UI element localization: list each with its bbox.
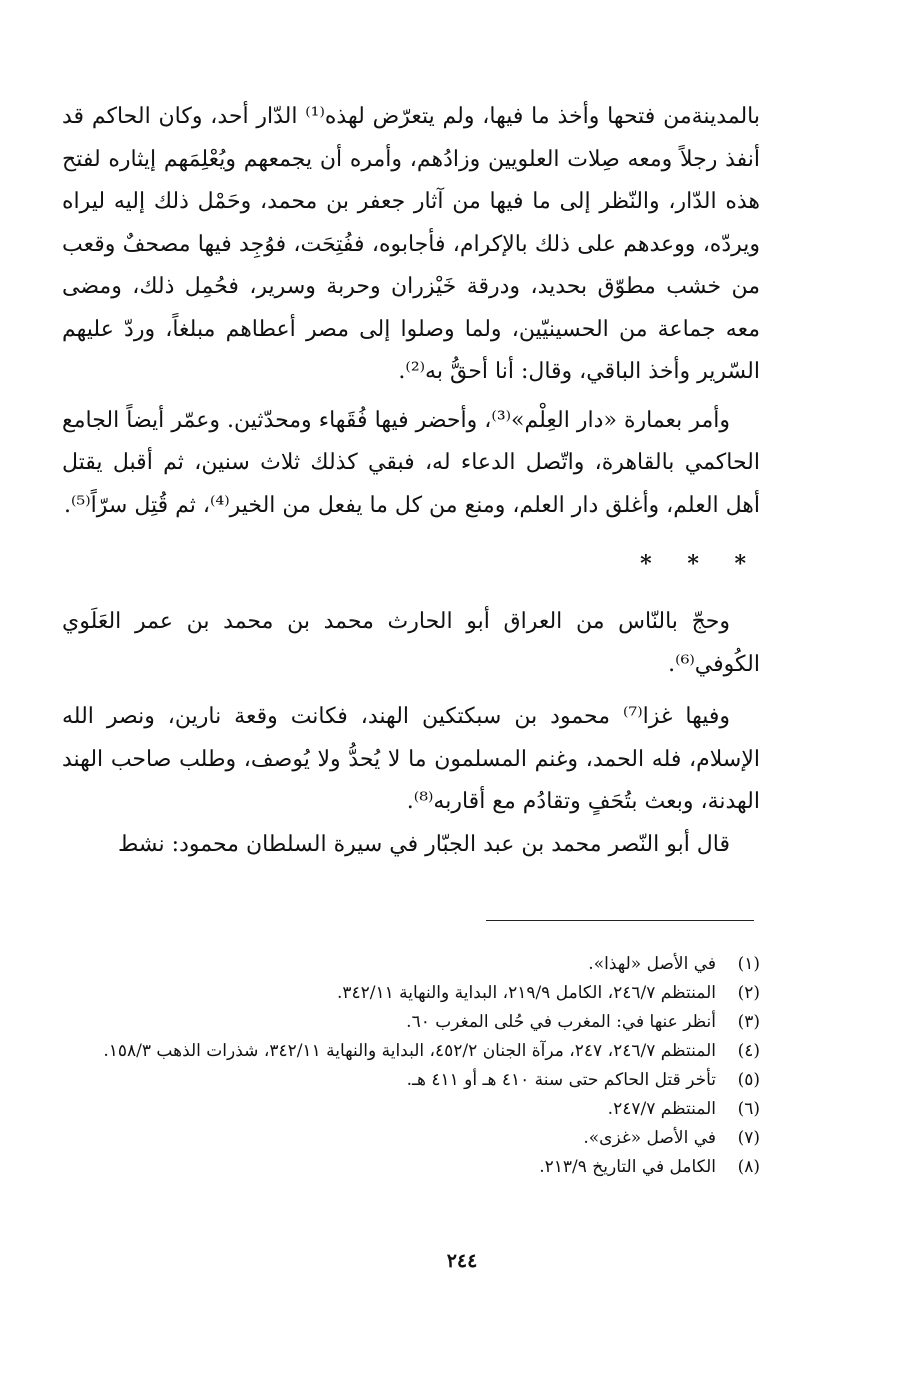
main-body <box>62 96 760 866</box>
paragraph-2: وأمر بعمارة «دار العِلْم»⁽³⁾، وأحضر فيها فُقَهاء ومحدّثين. وعمّر أيضاً الجامع الحاكمي بالقاهرة، واتّصل الدعاء له، فبقي كذلك ثلاث سنين، ثم أقبل يقتل أهل العلم، وأغلق دار العلم، ومنع من كل ما يفعل من الخير⁽⁴⁾، ثم قُتِل سرّاً⁽⁵⁾. <box>62 407 760 518</box>
paragraph-4: وفيها غزا⁽⁷⁾ محمود بن سبكتكين الهند، فكانت وقعة نارين، ونصر الله الإسلام، فله الحمد، وغنم المسلمون ما لا يُحدُّ ولا يُوصف، وطلب صاحب الهند الهدنة، وبعث بتُحَفٍ وتقادُم مع أقاربه⁽⁸⁾. <box>62 704 760 814</box>
footnote-3 <box>62 1008 760 1037</box>
footnote-1 <box>62 950 760 979</box>
footnote-text: المنتظم ٢٤٦/٧، الكامل ٢١٩/٩، البداية والنهاية ٣٤٢/١١. <box>336 983 716 1003</box>
paragraph-5: قال أبو النّصر محمد بن عبد الجبّار في سيرة السلطان محمود: نشط <box>118 831 730 857</box>
footnote-4 <box>62 1037 760 1066</box>
footnote-text: الكامل في التاريخ ٢١٣/٩. <box>539 1157 716 1177</box>
footnote-6 <box>62 1095 760 1124</box>
footnote-number: (٣) <box>737 1012 760 1032</box>
footnote-text: تأخر قتل الحاكم حتى سنة ٤١٠ هـ أو ٤١١ هـ. <box>406 1070 716 1090</box>
footnote-text: المنتظم ٢٤٧/٧. <box>607 1099 716 1119</box>
footnote-7 <box>62 1124 760 1153</box>
footnote-number: (٥) <box>737 1070 760 1090</box>
footnote-number: (٤) <box>737 1041 760 1061</box>
footnote-text: في الأصل «غزى». <box>583 1128 716 1148</box>
footnote-number: (٦) <box>737 1099 760 1119</box>
section-separator: * * * <box>640 551 760 577</box>
footnote-2 <box>62 979 760 1008</box>
footnote-5 <box>62 1066 760 1095</box>
paragraph-3: وحجّ بالنّاس من العراق أبو الحارث محمد بن محمد بن عمر العَلَوي الكُوفي⁽⁶⁾. <box>62 609 760 677</box>
paragraph-1: بالمدينةمن فتحها وأخذ ما فيها، ولم يتعرّض لهذه⁽¹⁾ الدّار أحد، وكان الحاكم قد أنفذ رجلاً ومعه صِلات العلويين وزادُهم، وأمره أن يجمعهم ويُعْلِمَهم إيثاره لفتح هذه الدّار، والنّظر إلى ما فيها من آثار جعفر بن محمد، وحَمْل ذلك إليه ليراه ويردّه، ووعدهم على ذلك بالإكرام، فأجابوه، ففُتِحَت، فوُجِد فيها مصحفٌ وقعب من خشب مطوّق بحديد، ودرقة خَيْزران وحربة وسرير، فحُمِل ذلك، ومضى معه جماعة من الحسينيّين، ولما وصلوا إلى مصر أعطاهم مبلغاً، وردّ عليهم السّرير وأخذ الباقي، وقال: أنا أحقُّ به⁽²⁾. <box>62 104 761 384</box>
footnote-number: (١) <box>737 954 760 974</box>
footnote-text: المنتظم ٢٤٦/٧، ٢٤٧، مرآة الجنان ٤٥٢/٢، البداية والنهاية ٣٤٢/١١، شذرات الذهب ١٥٨/٣. <box>103 1041 716 1061</box>
footnote-8 <box>62 1153 760 1182</box>
footnote-text: في الأصل «لهذا». <box>588 954 716 974</box>
footnotes <box>62 950 760 1182</box>
footnote-text: أنظر عنها في: المغرب في حُلى المغرب ٦٠. <box>406 1012 716 1032</box>
page-number: ٢٤٤ <box>446 1250 478 1272</box>
main-text <box>62 96 760 866</box>
footnote-number: (٧) <box>737 1128 760 1148</box>
footnote-separator-rule <box>486 920 754 921</box>
footnote-number: (٨) <box>737 1157 760 1177</box>
footnote-number: (٢) <box>737 983 760 1003</box>
